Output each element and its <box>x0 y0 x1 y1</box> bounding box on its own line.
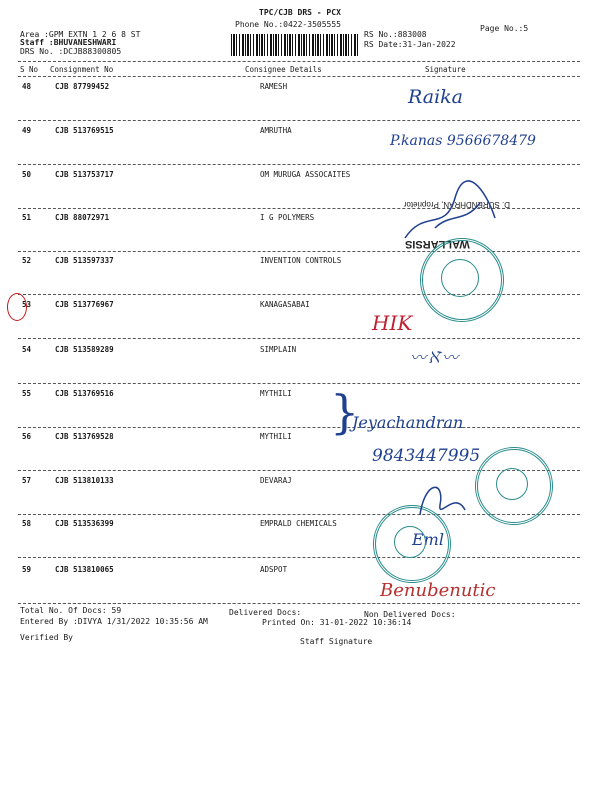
row-consignee: SIMPLAIN <box>260 345 297 354</box>
row-sno: 51 <box>22 213 32 222</box>
phone-number: Phone No.:0422-3505555 <box>235 20 341 29</box>
header-rule-top <box>18 61 580 62</box>
staff-signature: Staff Signature <box>300 637 373 646</box>
row-divider <box>18 251 580 252</box>
company-stamp-text: WALLARSIS <box>405 238 470 250</box>
row-sno: 54 <box>22 345 32 354</box>
row-consignment: CJB 513597337 <box>55 256 114 265</box>
row-consignee: DEVARAJ <box>260 476 292 485</box>
row-sno: 50 <box>22 170 32 179</box>
col-header-consignee: Consignee Details <box>245 65 322 74</box>
row-divider <box>18 557 580 558</box>
row-sno: 58 <box>22 519 32 528</box>
row-consignment: CJB 513810065 <box>55 565 114 574</box>
row-consignment: CJB 513753717 <box>55 170 114 179</box>
signature-57-scribble <box>410 470 480 530</box>
proprietor-stamp: D. SURENDHRAN, Proprietor <box>403 200 510 209</box>
row-sno: 59 <box>22 565 32 574</box>
row-consignment: CJB 513769515 <box>55 126 114 135</box>
row-consignment: CJB 513769528 <box>55 432 114 441</box>
signature-49: P.kanas 9566678479 <box>390 133 536 149</box>
row-consignment: CJB 513776967 <box>55 300 114 309</box>
total-docs: Total No. Of Docs: 59 <box>20 606 122 615</box>
signature-50-51-scribble <box>395 178 515 248</box>
signature-54-scribble: 〰ℵ〰 <box>410 348 459 367</box>
row-divider <box>18 120 580 121</box>
col-header-consignment: Consignment No <box>50 65 114 74</box>
row-consignee: AMRUTHA <box>260 126 292 135</box>
row-consignment: CJB 513589289 <box>55 345 114 354</box>
red-circle-mark <box>7 293 27 321</box>
printed-on: Printed On: 31-01-2022 10:36:14 <box>262 618 412 627</box>
signature-48: Raika <box>408 86 463 108</box>
row-consignee: INVENTION CONTROLS <box>260 256 342 265</box>
row-consignment: CJB 513810133 <box>55 476 114 485</box>
row-consignee: MYTHILI <box>260 432 292 441</box>
row-consignment: CJB 87799452 <box>55 82 110 91</box>
header-rule-bottom <box>18 76 580 77</box>
staff-field: Staff :BHUVANESHWARI <box>20 38 117 47</box>
row-consignment: CJB 513536399 <box>55 519 114 528</box>
row-consignee: KANAGASABAI <box>260 300 310 309</box>
barcode <box>231 34 359 56</box>
row-sno: 56 <box>22 432 32 441</box>
non-delivered-docs: Non Delivered Docs: <box>364 610 456 619</box>
row-consignee: OM MURUGA ASSOCAITES <box>260 170 351 179</box>
round-seal-1 <box>420 238 504 322</box>
round-seal-2 <box>475 447 553 525</box>
row-sno: 53 <box>22 300 32 309</box>
row-sno: 57 <box>22 476 32 485</box>
row-consignee: I G POLYMERS <box>260 213 315 222</box>
document-title: TPC/CJB DRS - PCX <box>259 8 341 17</box>
row-divider <box>18 164 580 165</box>
row-consignment: CJB 513769516 <box>55 389 114 398</box>
row-consignee: ADSPOT <box>260 565 288 574</box>
page-number: Page No.:5 <box>480 24 529 33</box>
footer-rule <box>18 603 580 604</box>
row-sno: 52 <box>22 256 32 265</box>
drs-number: DRS No. :DCJB88300805 <box>20 47 122 56</box>
col-header-signature: Signature <box>425 65 466 74</box>
rs-date: RS Date:31-Jan-2022 <box>364 40 456 49</box>
area-field: Area :GPM EXTN 1 2 6 8 ST <box>20 30 141 39</box>
row-consignee: EMPRALD CHEMICALS <box>260 519 337 528</box>
signature-59: Benubenutic <box>380 580 496 601</box>
row-consignee: MYTHILI <box>260 389 292 398</box>
row-consignee: RAMESH <box>260 82 288 91</box>
signature-56: 9843447995 <box>372 446 481 466</box>
delivered-docs: Delivered Docs: <box>229 608 302 617</box>
row-consignment: CJB 88072971 <box>55 213 110 222</box>
verified-by: Verified By <box>20 633 73 642</box>
brace-mark: } <box>330 385 360 439</box>
row-sno: 48 <box>22 82 32 91</box>
signature-53: HIK <box>372 311 413 335</box>
row-divider <box>18 383 580 384</box>
row-sno: 49 <box>22 126 32 135</box>
signature-55: Jeyachandran <box>352 413 464 432</box>
col-header-sno: S No <box>20 65 39 74</box>
row-divider <box>18 338 580 339</box>
signature-58-scribble: Eml <box>412 530 444 549</box>
row-divider <box>18 427 580 428</box>
entered-by: Entered By :DIVYA 1/31/2022 10:35:56 AM <box>20 617 208 626</box>
row-sno: 55 <box>22 389 32 398</box>
rs-number: RS No.:883008 <box>364 30 427 39</box>
